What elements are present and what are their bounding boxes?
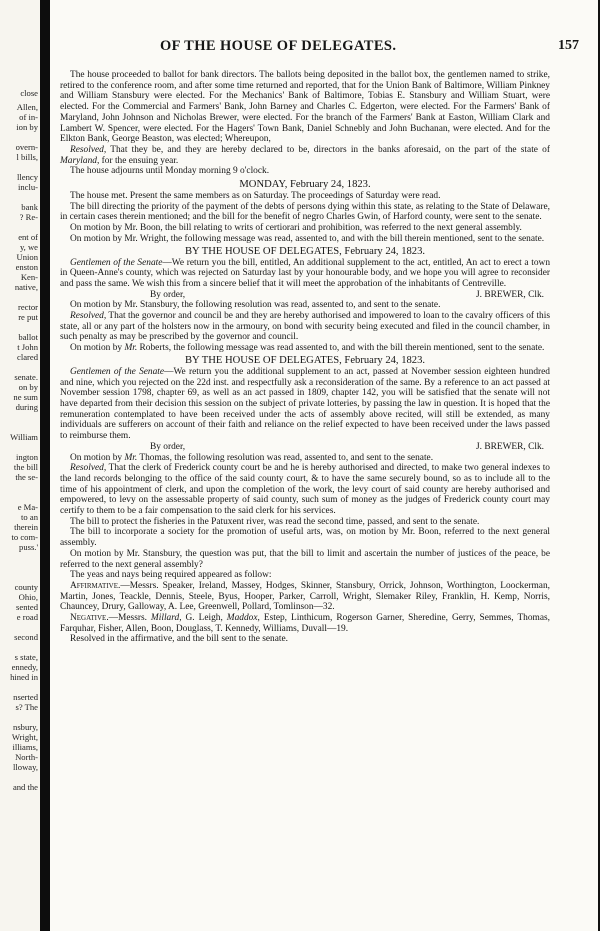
left-page-fragment: close <box>20 88 38 98</box>
left-page-fragment: North- <box>15 752 38 762</box>
bill-paragraph: The bill directing the priority of the payment of the debts of persons dying within this state, as relating to the State of Delaware, in certain cases therein mentioned; and the bill for the benefit of negro Charles Gwin, of Harford county, were sent to the senate. <box>60 201 550 223</box>
signature-line <box>60 290 550 301</box>
left-page-fragment: ne sum <box>13 392 38 402</box>
house-heading: BY THE HOUSE OF DELEGATES, February 24, 1823. <box>184 245 426 257</box>
left-page-fragment: s? The <box>15 702 38 712</box>
right-page <box>50 0 598 931</box>
page-body <box>60 70 550 645</box>
resolution-text: That the clerk of Frederick county court be and he is hereby authorised and directed, to make two general indexes to the land records belonging to the office of the said county court, & to have the same securely bound, so as to include all to the time of his appointment of clerk, and upon the completion of the work, the levy court of said county are hereby authorised and empowered, to levy on the assessable property of said county, such sum of money as the judges of Frederick county court may certify to them to be a fair compensation to the said clerk for his services. <box>60 463 550 517</box>
left-page-fragment: William <box>10 432 38 442</box>
resolution-text: , for the ensuing year. <box>96 155 179 166</box>
proceedings-paragraph: The house met. Present the same members as on Saturday. The proceedings of Saturday were read. <box>70 191 441 202</box>
left-page-fragment: ent of <box>18 232 38 242</box>
motion-text: Thomas, the following resolution was read, assented to, and sent to the senate. <box>137 452 434 463</box>
left-page-fragment: native, <box>14 282 38 292</box>
affirmative-label: Affirmative. <box>70 580 121 591</box>
left-page-fragment: ennedy, <box>11 662 38 672</box>
message-paragraph <box>60 258 550 290</box>
left-page-fragment: Union <box>16 252 38 262</box>
left-page-fragment: the se- <box>15 472 38 482</box>
negative-names: , G. Leigh, <box>179 613 227 624</box>
left-page-fragment: t John <box>17 342 38 352</box>
resolved-label: Resolved, <box>70 463 107 474</box>
motion-title: Mr. <box>124 452 138 463</box>
left-page-fragment: puss.' <box>19 542 38 552</box>
resolution-indexes <box>60 463 550 517</box>
resolved-label: Resolved, <box>70 144 107 155</box>
negative-names: —Messrs. <box>108 613 151 624</box>
result-paragraph: Resolved in the affirmative, and the bill sent to the senate. <box>70 634 288 645</box>
salutation: Gentlemen of the Senate <box>70 257 163 268</box>
left-page-fragment: clared <box>17 352 38 362</box>
motion-text: On motion by <box>70 343 125 354</box>
left-page-fragment: on by <box>18 382 38 392</box>
resolved-label: Resolved, <box>70 311 107 322</box>
left-page-fragment: e road <box>16 612 38 622</box>
resolution-text: That they be, and they are hereby declared to be, directors in the banks aforesaid, on the part of the state of <box>106 144 550 155</box>
left-page-fragment: sented <box>16 602 38 612</box>
left-page-edge <box>0 0 40 931</box>
resolution-text: That the governor and council be and they are hereby authorised and impowered to loan to the cavalry officers of this state, all or any part of the holsters now in the armoury, on bond with security being executed and filed in the council chamber, in such penalty as may be prescribed by the governor and council. <box>60 311 550 343</box>
left-page-fragment: senate. <box>14 372 38 382</box>
left-page-fragment: s state, <box>14 652 38 662</box>
negative-name: Maddox <box>226 613 258 624</box>
signature-name: J. BREWER, Clk. <box>476 441 544 452</box>
left-page-fragment: hined in <box>10 672 38 682</box>
resolution-holsters <box>60 311 550 343</box>
left-page-fragment: re put <box>18 312 38 322</box>
signature-by: By order, <box>150 289 186 300</box>
left-page-fragment: nserted <box>13 692 38 702</box>
affirmative-names: —Messrs. Speaker, Ireland, Massey, Hodges, Skinner, Stansbury, Orrick, Johnson, Worthington, Loockerman, Martin, Jones, Teackle, Dennis, Steele, Byus, Hooper, Parker, Carroll, Wright, Slemaker Riley, Franklin, H. Kemp, Norris, Chauncey, Drury, Galloway, A. Lee, Greenwell, Pollard, Tomlinson—32. <box>60 580 550 613</box>
left-page-fragment: llency <box>17 172 38 182</box>
left-page-fragment: illiams, <box>12 742 38 752</box>
left-page-fragment: to an <box>21 512 38 522</box>
left-page-fragment: Ken- <box>20 272 38 282</box>
negative-names: , Estep, Linthicum, Rogerson Garner, Sheredine, Gerry, Semmes, Thomas, Farquhar, Fisher, Allen, Boon, Douglass, T. Kennedy, Williams, Duvall—19. <box>60 613 550 634</box>
motion-title: Mr. <box>124 343 138 354</box>
message-text: —We return you the bill, entitled, An additional supplement to the act, entitled, An act to erect a town in Queen-Anne's county, which was rejected on Saturday last by your honourable body, and we hope you will agree to reconsider and pass the same. We wish this from a sincere belief that it will meet the approbation of the inhabitants of Centreville. <box>60 257 551 289</box>
signature-by: By order, <box>150 441 186 452</box>
motion-paragraph <box>60 343 550 354</box>
left-page-fragment: to com- <box>11 532 38 542</box>
book-gutter <box>40 0 50 931</box>
left-page-fragment: ? Re- <box>19 212 38 222</box>
bill-paragraph: The bill to protect the fisheries in the Patuxent river, was read the second time, passed, and sent to the senate. <box>70 516 480 527</box>
left-page-fragment: lloway, <box>13 762 38 772</box>
message-text: —We return you the additional supplement to an act, passed at November session eighteen hundred and nine, which you rejected on the 22d inst. and respectfully ask a reconsideration of the same. By a reference to an act passed at November session 1798, chapter 69, as well as an act passed in 1809, chapter 142, you will be satisfied that the senate will not have departed from their decision this session on the subject of private lotteries, by passing the law in question. It is hoped that the remuneration contemplated to have been received under the acts of assembly above recited, will still be extended, as many individuals are sufferers on account of their faith and reliance on the relief expected to have been received under the laws passed to reimburse them. <box>60 366 550 442</box>
adjournment-paragraph: The house adjourns until Monday morning 9 o'clock. <box>70 166 270 177</box>
page-number: 157 <box>558 38 579 53</box>
left-page-fragment: county <box>14 582 38 592</box>
page-header <box>50 38 598 58</box>
left-page-fragment: Wright, <box>11 732 38 742</box>
left-page-fragment: nsbury, <box>13 722 38 732</box>
negative-label: Negative. <box>70 613 109 624</box>
motion-text: On motion by <box>70 452 125 463</box>
signature-name: J. BREWER, Clk. <box>476 289 544 300</box>
left-page-fragment: ion by <box>16 122 38 132</box>
affirmative-vote-list <box>60 581 550 613</box>
motion-paragraph: On motion by Mr. Boon, the bill relating to writs of certiorari and prohibition, was referred to the next general assembly. <box>70 223 522 234</box>
motion-paragraph: On motion by Mr. Stansbury, the question was put, that the bill to limit and ascertain the number of justices of the peace, be referred to the next general assembly? <box>60 548 550 570</box>
date-heading: MONDAY, February 24, 1823. <box>239 179 371 191</box>
left-page-fragment: Ohio, <box>18 592 38 602</box>
motion-paragraph <box>60 453 550 464</box>
left-page-fragment: therein <box>14 522 38 532</box>
left-page-fragment: enston <box>15 262 38 272</box>
motion-text: Roberts, the following message was read assented to, and with the bill therein mentioned, sent to the senate. <box>137 343 545 354</box>
left-page-fragment: and the <box>12 782 38 792</box>
resolution-state: Maryland <box>60 155 97 166</box>
left-page-fragment: y, we <box>19 242 38 252</box>
negative-name: Millard <box>150 613 180 624</box>
yeas-nays-intro: The yeas and nays being required appeared as follow: <box>70 570 272 581</box>
salutation: Gentlemen of the Senate <box>70 366 165 377</box>
left-page-fragment: during <box>15 402 38 412</box>
signature-line <box>60 442 550 453</box>
left-page-fragment: Allen, <box>16 102 38 112</box>
left-page-fragment: l bills, <box>16 152 38 162</box>
motion-paragraph: On motion by Mr. Wright, the following message was read, assented to, and with the bill therein mentioned, sent to the senate. <box>70 233 545 244</box>
bank-ballot-paragraph: The house proceeded to ballot for bank directors. The ballots being deposited in the ballot box, the gentlemen named to strike, retired to the conference room, and after some time returned and reported, that for the Union Bank of Baltimore, William Pinkney and William Stansbury were elected. For the Mechanics' Bank of Baltimore, Tobias E. Stansbury and William Stuart, were elected. For the Commercial and Farmers' Bank, John Barney and Charles C. Edgerton, were elected. For the Farmers' Bank of Maryland, John Johnson and Nicholas Brewer, were elected. For the branch of the Farmers' Bank at Easton, William Clark and Lambert W. Spencer, were elected. For the Hagers' Town Bank, Daniel Schnebly and John Buchanan, were elected. And for the Elkton Bank, George Beaston, was elected; Whereupon, <box>60 70 550 145</box>
left-page-fragment: second <box>14 632 38 642</box>
left-page-fragment: inclu- <box>17 182 38 192</box>
left-page-fragment: rector <box>17 302 38 312</box>
house-heading: BY THE HOUSE OF DELEGATES, February 24, 1823. <box>184 354 426 366</box>
left-page-fragment: bank <box>21 202 38 212</box>
negative-vote-list <box>60 613 550 634</box>
motion-paragraph: On motion by Mr. Stansbury, the following resolution was read, assented to, and sent to the senate. <box>70 300 441 311</box>
page-title: OF THE HOUSE OF DELEGATES. <box>160 38 397 54</box>
left-page-fragment: of in- <box>19 112 38 122</box>
left-page-fragment: ington <box>16 452 38 462</box>
resolution-directors <box>60 145 550 166</box>
bill-paragraph: The bill to incorporate a society for the promotion of useful arts, was, on motion by Mr. Boon, referred to the next general assembly. <box>60 527 550 549</box>
left-page-fragment: e Ma- <box>17 502 38 512</box>
message-paragraph <box>60 367 550 442</box>
left-page-fragment: ballot <box>18 332 38 342</box>
left-page-fragment: overn- <box>15 142 38 152</box>
left-page-fragment: the bill <box>13 462 38 472</box>
